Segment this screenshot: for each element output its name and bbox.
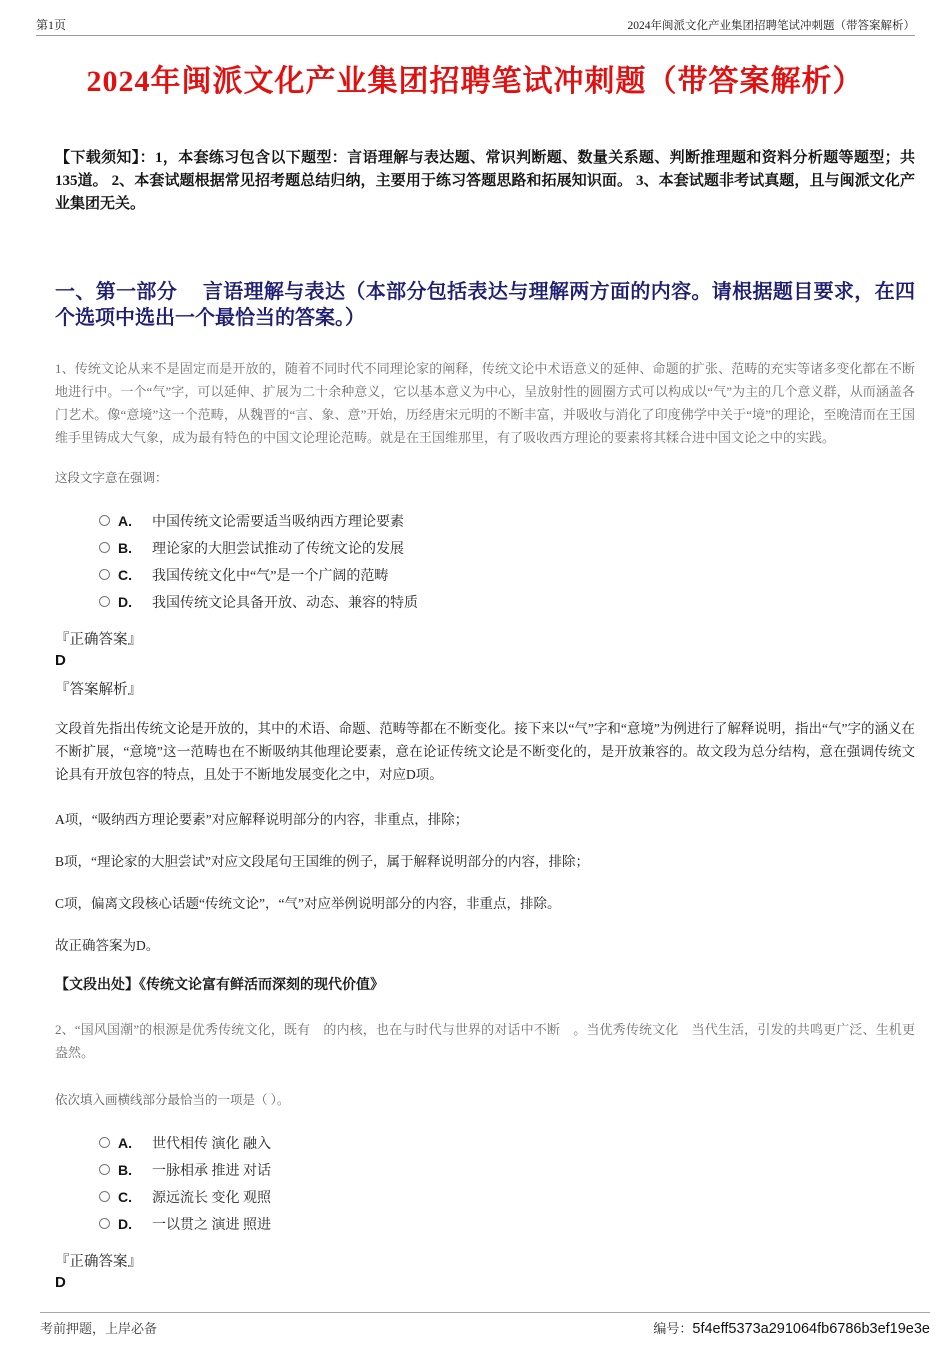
- document-body: [55, 147, 915, 1291]
- radio-icon[interactable]: [99, 1191, 110, 1202]
- question-2-prompt: 依次填入画横线部分最恰当的一项是（ ）。: [55, 1093, 290, 1107]
- option-row-d[interactable]: [55, 588, 915, 615]
- page-footer: [40, 1312, 930, 1337]
- question-2-text: 2、“国风国潮”的根源是优秀传统文化，既有 的内核，也在与时代与世界的对话中不断 。当优秀传统文化 当代生活，引发的共鸣更广泛、生机更盎然。: [55, 1022, 915, 1060]
- radio-icon[interactable]: [99, 1164, 110, 1175]
- analysis-main: 文段首先指出传统文论是开放的，其中的术语、命题、范畴等都在不断变化。接下来以“气”字和“意境”为例进行了解释说明，指出“气”字的涵义在不断扩展，“意境”这一范畴也在不断吸纳其他理论要素，意在论证传统文论是不断变化的，是开放兼容的。故文段为总分结构，意在强调传统文论具有开放包容的特点，且处于不断地发展变化之中，对应D项。: [55, 721, 915, 782]
- correct-answer-value: D: [55, 1274, 66, 1291]
- analysis-option-a: A项，“吸纳西方理论要素”对应解释说明部分的内容，非重点，排除；: [55, 812, 469, 827]
- analysis-label: 『答案解析』: [55, 682, 142, 698]
- question-1-options: [55, 507, 915, 615]
- question-1-text: 1、传统文论从来不是固定而是开放的，随着不同时代不同理论家的阐释，传统文论中术语意义的延伸、命题的扩张、范畴的充实等诸多变化都在不断地进行中。一个“气”字，可以延伸、扩展为二十余种意义，它以基本意义为中心，呈放射性的圆圈方式可以构成以“气”为主的几个意义群，从而涵盖各门艺术。像“意境”这一个范畴，从魏晋的“言、象、意”开始，历经唐宋元明的不断丰富，并吸收与消化了印度佛学中关于“境”的理论，至晚清而在王国维手里铸成大气象，成为最有特色的中国文论理论范畴。就是在王国维那里，有了吸收西方理论的要素将其糅合进中国文论之中的实践。: [55, 361, 915, 445]
- correct-answer-label: 『正确答案』: [55, 1254, 142, 1270]
- document-title: 2024年闽派文化产业集团招聘笔试冲刺题（带答案解析）: [86, 65, 864, 98]
- option-letter: B.: [118, 1161, 132, 1178]
- option-row-c[interactable]: [55, 1183, 915, 1210]
- question-2-options: [55, 1129, 915, 1237]
- radio-icon[interactable]: [99, 542, 110, 553]
- correct-answer-label: 『正确答案』: [55, 632, 142, 648]
- download-notice: 【下载须知】：1，本套练习包含以下题型：言语理解与表达题、常识判断题、数量关系题、判断推理题和资料分析题等题型；共135道。 2、本套试题根据常见招考题总结归纳，主要用于练习答题思路和拓展知识面。 3、本套试题非考试真题，且与闽派文化产业集团无关。: [55, 150, 915, 212]
- option-letter: A.: [118, 1134, 132, 1151]
- option-letter: B.: [118, 539, 132, 556]
- option-text: 中国传统文论需要适当吸纳西方理论要素: [152, 514, 404, 530]
- page-number: 第1页: [36, 18, 67, 32]
- analysis-option-c: C项，偏离文段核心话题“传统文论”，“气”对应举例说明部分的内容，非重点，排除。: [55, 896, 561, 911]
- option-row-a[interactable]: [55, 1129, 915, 1156]
- option-text: 我国传统文化中“气”是一个广阔的范畴: [152, 568, 389, 584]
- analysis-conclusion: 故正确答案为D。: [55, 938, 160, 953]
- option-letter: C.: [118, 566, 132, 583]
- question-1-prompt: 这段文字意在强调：: [55, 471, 168, 485]
- radio-icon[interactable]: [99, 596, 110, 607]
- option-letter: A.: [118, 512, 132, 529]
- option-letter: D.: [118, 1215, 132, 1232]
- correct-answer-value: D: [55, 652, 66, 669]
- option-row-b[interactable]: [55, 534, 915, 561]
- footer-code-label: 编号：: [653, 1321, 693, 1336]
- option-text: 我国传统文论具备开放、动态、兼容的特质: [152, 595, 418, 611]
- option-letter: D.: [118, 593, 132, 610]
- section-heading: 一、第一部分 言语理解与表达（本部分包括表达与理解两方面的内容。请根据题目要求，在四个选项中选出一个最恰当的答案。）: [55, 281, 915, 329]
- passage-source: 【文段出处】《传统文论富有鲜活而深刻的现代价值》: [55, 978, 384, 993]
- option-text: 一以贯之 演进 照进: [152, 1217, 271, 1233]
- analysis-option-b: B项，“理论家的大胆尝试”对应文段尾句王国维的例子，属于解释说明部分的内容，排除；: [55, 854, 589, 869]
- footer-code-value: 5f4eff5373a291064fb6786b3ef19e3e: [692, 1321, 930, 1337]
- option-row-a[interactable]: [55, 507, 915, 534]
- option-row-d[interactable]: [55, 1210, 915, 1237]
- option-text: 一脉相承 推进 对话: [152, 1163, 271, 1179]
- radio-icon[interactable]: [99, 1218, 110, 1229]
- page-header: [36, 16, 915, 36]
- radio-icon[interactable]: [99, 1137, 110, 1148]
- radio-icon[interactable]: [99, 515, 110, 526]
- option-letter: C.: [118, 1188, 132, 1205]
- option-row-c[interactable]: [55, 561, 915, 588]
- option-text: 理论家的大胆尝试推动了传统文论的发展: [152, 541, 404, 557]
- header-doc-name: 2024年闽派文化产业集团招聘笔试冲刺题（带答案解析）: [627, 20, 915, 32]
- radio-icon[interactable]: [99, 569, 110, 580]
- option-text: 源远流长 变化 观照: [152, 1190, 271, 1206]
- option-row-b[interactable]: [55, 1156, 915, 1183]
- footer-code: [653, 1318, 930, 1337]
- option-text: 世代相传 演化 融入: [152, 1136, 271, 1152]
- footer-slogan: 考前押题，上岸必备: [40, 1321, 158, 1336]
